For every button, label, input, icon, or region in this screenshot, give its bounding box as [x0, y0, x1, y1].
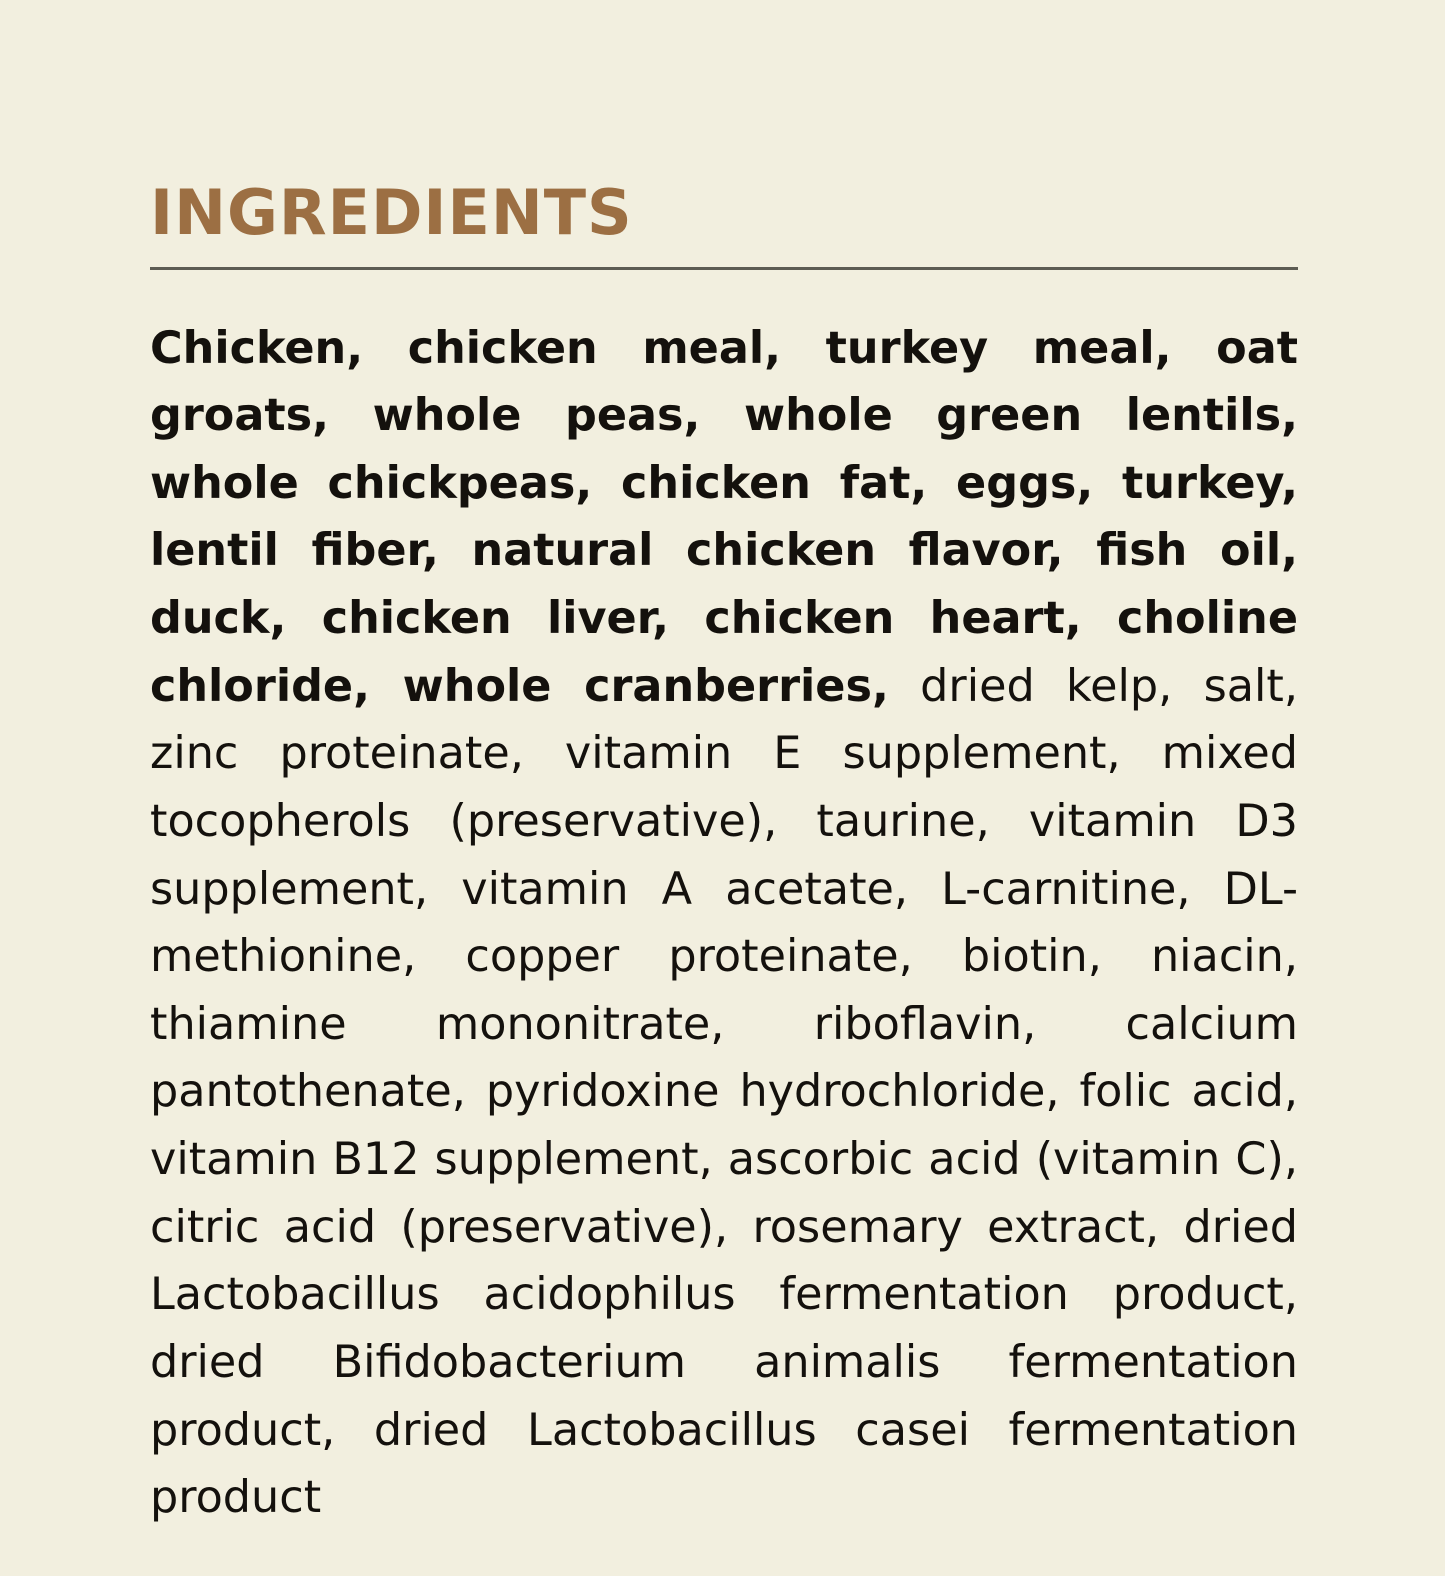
ingredients-highlighted-text: Chicken, chicken meal, turkey meal, oat groats, whole peas, whole green lentils, whole chickpeas, chicken fat, eggs, turkey, lentil fiber, natural chicken flavor, fish oil, duck, chicken liver, chicken heart, choline chloride, whole cranberries,: [150, 322, 1298, 712]
title-divider: [150, 267, 1298, 270]
ingredients-panel: [150, 176, 1298, 1576]
ingredients-remainder-text: dried kelp, salt, zinc proteinate, vitamin E supplement, mixed tocopherols (preservative), taurine, vitamin D3 supplement, vitamin A acetate, L-carnitine, DL-methionine, copper proteinate, biotin, niacin, thiamine mononitrate, riboflavin, calcium pantothenate, pyridoxine hydrochloride, folic acid, vitamin B12 supplement, ascorbic acid (vitamin C), citric acid (preservative), rosemary extract, dried Lactobacillus acidophilus fermentation product, dried Bifidobacterium animalis fermentation product, dried Lactobacillus casei fermentation product: [150, 660, 1298, 1524]
page-title: INGREDIENTS: [150, 176, 633, 249]
ingredients-paragraph: [150, 315, 1298, 1532]
